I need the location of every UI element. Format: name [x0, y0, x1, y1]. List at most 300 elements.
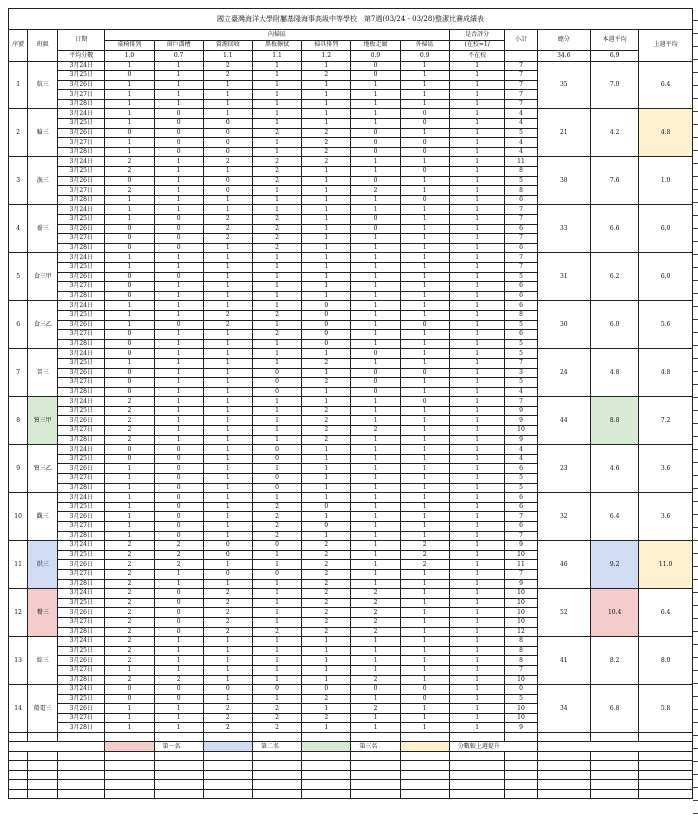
blank-cell [9, 761, 28, 770]
score-cell: 1 [203, 205, 252, 215]
score-cell: 1 [351, 195, 400, 205]
subtotal-cell: 9 [505, 541, 537, 551]
score-cell: 2 [302, 71, 351, 81]
subtotal-cell: 5 [505, 339, 537, 349]
class-week-avg: 6.4 [591, 493, 639, 541]
class-week-avg: 4.8 [591, 349, 639, 397]
blank-cell [252, 770, 301, 779]
blank-cell [639, 780, 693, 789]
blank-cell [252, 761, 301, 770]
class-week-avg: 4.2 [591, 109, 639, 157]
subtotal-cell: 7 [505, 262, 537, 272]
date-cell: 3月28日 [58, 579, 105, 589]
score-cell: 1 [203, 99, 252, 109]
score-cell: 0 [203, 186, 252, 196]
subtotal-cell: 7 [505, 205, 537, 215]
score-cell: 1 [302, 531, 351, 541]
score-cell: 1 [252, 608, 301, 618]
edge-line [693, 216, 698, 229]
edge-line [693, 658, 698, 671]
scoring-cell: 1 [449, 195, 505, 205]
scoring-cell: 1 [449, 215, 505, 225]
score-cell: 2 [302, 560, 351, 570]
score-cell: 2 [302, 617, 351, 627]
score-cell: 2 [105, 416, 154, 426]
score-cell: 1 [400, 608, 449, 618]
score-cell: 1 [252, 560, 301, 570]
class-total: 32 [537, 493, 591, 541]
date-cell: 3月27日 [58, 186, 105, 196]
score-cell: 0 [154, 627, 203, 637]
subtotal-cell: 10 [505, 617, 537, 627]
class-total: 44 [537, 397, 591, 445]
blank-cell [252, 752, 301, 761]
class-no: 13 [9, 637, 28, 685]
scoring-cell: 1 [449, 243, 505, 253]
subtotal-cell: 7 [505, 358, 537, 368]
score-cell: 1 [154, 310, 203, 320]
score-cell: 2 [154, 541, 203, 551]
subtotal-cell: 10 [505, 550, 537, 560]
table-row [9, 157, 693, 167]
score-cell: 2 [351, 627, 400, 637]
blank-cell [400, 789, 449, 798]
score-cell: 1 [154, 406, 203, 416]
score-cell: 1 [302, 195, 351, 205]
score-cell: 1 [203, 349, 252, 359]
score-cell: 1 [351, 157, 400, 167]
score-cell: 2 [203, 234, 252, 244]
score-cell: 1 [351, 445, 400, 455]
score-cell: 1 [302, 656, 351, 666]
edge-line [693, 164, 698, 177]
header-item: 桌椅排列 [105, 40, 154, 51]
class-last-avg: 4.8 [639, 109, 693, 157]
score-cell: 1 [105, 358, 154, 368]
score-cell: 1 [203, 397, 252, 407]
score-cell: 1 [252, 90, 301, 100]
class-last-avg: 6.4 [639, 61, 693, 109]
blank-cell [58, 780, 105, 789]
class-no: 1 [9, 61, 28, 109]
date-cell: 3月25日 [58, 310, 105, 320]
score-cell: 2 [105, 167, 154, 177]
score-cell: 0 [351, 224, 400, 234]
score-cell: 1 [154, 339, 203, 349]
score-cell: 1 [105, 99, 154, 109]
score-cell: 2 [252, 522, 301, 532]
score-cell: 1 [105, 301, 154, 311]
score-cell: 1 [302, 61, 351, 71]
class-last-avg: 4.8 [639, 349, 693, 397]
scoring-cell: 1 [449, 685, 505, 695]
score-cell: 1 [351, 522, 400, 532]
date-cell: 3月27日 [58, 665, 105, 675]
blank-cell [449, 789, 505, 798]
score-cell: 0 [351, 147, 400, 157]
blank-cell [537, 789, 591, 798]
score-cell: 1 [252, 301, 301, 311]
score-cell: 1 [302, 109, 351, 119]
scoring-cell: 1 [449, 349, 505, 359]
score-cell: 1 [252, 61, 301, 71]
class-total: 31 [537, 253, 591, 301]
score-cell: 2 [203, 723, 252, 733]
score-cell: 1 [252, 253, 301, 263]
score-cell: 1 [400, 262, 449, 272]
score-cell: 1 [400, 416, 449, 426]
class-name: 輪三 [28, 109, 58, 157]
score-cell: 2 [203, 713, 252, 723]
score-cell: 1 [400, 512, 449, 522]
scoring-cell: 1 [449, 522, 505, 532]
blank-cell [58, 752, 105, 761]
blank-cell [400, 770, 449, 779]
score-cell: 0 [154, 685, 203, 695]
date-cell: 3月26日 [58, 656, 105, 666]
edge-line [693, 671, 698, 684]
scoring-cell: 1 [449, 80, 505, 90]
blank-cell [351, 752, 400, 761]
score-cell: 2 [105, 569, 154, 579]
score-cell: 0 [252, 378, 301, 388]
class-week-avg: 6.8 [591, 685, 639, 733]
header-last-avg: 上週平均 [639, 30, 693, 62]
score-cell: 1 [105, 723, 154, 733]
date-cell: 3月27日 [58, 713, 105, 723]
score-cell: 2 [400, 560, 449, 570]
score-cell: 2 [252, 224, 301, 234]
class-week-avg: 8.8 [591, 397, 639, 445]
date-cell: 3月25日 [58, 406, 105, 416]
score-cell: 0 [351, 387, 400, 397]
class-week-avg: 4.6 [591, 445, 639, 493]
date-cell: 3月28日 [58, 435, 105, 445]
subtotal-cell: 12 [505, 627, 537, 637]
edge-line [693, 424, 698, 437]
score-cell: 1 [203, 272, 252, 282]
score-cell: 1 [203, 675, 252, 685]
class-name: 船電三 [28, 685, 58, 733]
score-cell: 1 [203, 665, 252, 675]
score-cell: 0 [351, 349, 400, 359]
edge-line [693, 294, 698, 307]
subtotal-cell: 6 [505, 522, 537, 532]
subtotal-cell: 7 [505, 512, 537, 522]
blank-row [9, 780, 693, 789]
score-cell: 1 [252, 147, 301, 157]
score-cell: 1 [302, 253, 351, 263]
blank-cell [400, 752, 449, 761]
blank-cell [351, 789, 400, 798]
score-cell: 1 [400, 253, 449, 263]
score-cell: 1 [400, 617, 449, 627]
date-cell: 3月27日 [58, 617, 105, 627]
score-cell: 2 [351, 617, 400, 627]
subtotal-cell: 0 [505, 685, 537, 695]
score-cell: 2 [252, 310, 301, 320]
score-cell: 2 [252, 167, 301, 177]
score-cell: 0 [252, 541, 301, 551]
score-cell: 0 [203, 569, 252, 579]
score-cell: 1 [400, 128, 449, 138]
subtotal-cell: 4 [505, 147, 537, 157]
date-cell: 3月24日 [58, 205, 105, 215]
score-cell: 1 [400, 234, 449, 244]
table-row [9, 253, 693, 263]
score-cell: 0 [203, 138, 252, 148]
date-cell: 3月25日 [58, 358, 105, 368]
subtotal-cell: 4 [505, 454, 537, 464]
subtotal-cell: 7 [505, 234, 537, 244]
score-cell: 1 [400, 464, 449, 474]
score-cell: 1 [302, 368, 351, 378]
scoring-cell: 1 [449, 262, 505, 272]
score-cell: 0 [302, 301, 351, 311]
edge-line [693, 385, 698, 398]
blank-cell [400, 733, 449, 742]
score-cell: 1 [154, 349, 203, 359]
scoring-cell: 1 [449, 253, 505, 263]
blank-cell [505, 789, 537, 798]
subtotal-cell: 7 [505, 99, 537, 109]
blank-cell [28, 752, 58, 761]
legend-label-second: 第二名 [252, 742, 301, 752]
score-cell: 1 [154, 637, 203, 647]
score-cell: 0 [154, 243, 203, 253]
score-cell: 0 [154, 445, 203, 455]
score-cell: 2 [203, 61, 252, 71]
score-cell: 2 [302, 598, 351, 608]
score-cell: 2 [203, 608, 252, 618]
score-cell: 0 [105, 445, 154, 455]
blank-cell [28, 780, 58, 789]
score-cell: 1 [400, 90, 449, 100]
blank-cell [28, 761, 58, 770]
header-scoring-line3: 不在校 [449, 51, 505, 62]
blank-cell [639, 752, 693, 761]
score-cell: 1 [400, 627, 449, 637]
date-cell: 3月25日 [58, 550, 105, 560]
score-cell: 1 [203, 522, 252, 532]
class-name: 晉三 [28, 349, 58, 397]
score-cell: 2 [105, 627, 154, 637]
score-cell: 2 [105, 579, 154, 589]
subtotal-cell: 8 [505, 646, 537, 656]
scoring-cell: 1 [449, 665, 505, 675]
blank-cell [105, 733, 154, 742]
edge-line [693, 736, 698, 749]
score-cell: 0 [154, 531, 203, 541]
score-cell: 1 [203, 330, 252, 340]
score-cell: 2 [351, 608, 400, 618]
edge-line [693, 307, 698, 320]
score-cell: 0 [351, 176, 400, 186]
class-last-avg: 5.8 [639, 685, 693, 733]
score-cell: 1 [252, 262, 301, 272]
subtotal-cell: 4 [505, 119, 537, 129]
score-cell: 2 [351, 426, 400, 436]
score-cell: 1 [400, 656, 449, 666]
score-cell: 1 [400, 339, 449, 349]
date-cell: 3月28日 [58, 291, 105, 301]
score-cell: 2 [351, 598, 400, 608]
score-cell: 0 [154, 522, 203, 532]
score-cell: 2 [252, 215, 301, 225]
score-cell: 2 [105, 589, 154, 599]
header-scoring-line2: (在校=1/ [449, 40, 505, 51]
header-week-avg: 本週平均 [591, 30, 639, 51]
score-cell: 0 [154, 512, 203, 522]
edge-line [693, 372, 698, 385]
score-cell: 2 [203, 598, 252, 608]
date-cell: 3月28日 [58, 723, 105, 733]
score-cell: 2 [203, 224, 252, 234]
score-cell: 2 [302, 589, 351, 599]
header-no: 序號 [9, 30, 28, 62]
class-name: 貿三乙 [28, 445, 58, 493]
edge-line [693, 554, 698, 567]
date-cell: 3月27日 [58, 330, 105, 340]
scoring-cell: 1 [449, 713, 505, 723]
score-cell: 1 [252, 464, 301, 474]
score-cell: 1 [302, 291, 351, 301]
subtotal-cell: 7 [505, 531, 537, 541]
blank-cell [28, 770, 58, 779]
score-cell: 1 [351, 330, 400, 340]
score-cell: 1 [203, 80, 252, 90]
scoring-cell: 1 [449, 541, 505, 551]
blank-cell [154, 761, 203, 770]
score-cell: 0 [154, 128, 203, 138]
scoring-cell: 1 [449, 224, 505, 234]
score-cell: 1 [252, 646, 301, 656]
class-last-avg: 8.0 [639, 637, 693, 685]
score-cell: 1 [400, 99, 449, 109]
score-cell: 2 [154, 550, 203, 560]
class-total: 52 [537, 589, 591, 637]
edge-line [693, 73, 698, 86]
score-cell: 1 [105, 147, 154, 157]
scoring-cell: 1 [449, 320, 505, 330]
header-item: 黑板擦拭 [252, 40, 301, 51]
score-cell: 2 [105, 426, 154, 436]
score-cell: 1 [105, 474, 154, 484]
score-cell: 1 [351, 713, 400, 723]
score-cell: 1 [154, 176, 203, 186]
edge-line [693, 619, 698, 632]
class-total: 23 [537, 445, 591, 493]
score-cell: 1 [400, 243, 449, 253]
scoring-cell: 1 [449, 272, 505, 282]
scoring-cell: 1 [449, 368, 505, 378]
subtotal-cell: 6 [505, 282, 537, 292]
blank-cell [203, 770, 252, 779]
weight-value: 1.1 [203, 51, 252, 62]
scoring-cell: 1 [449, 205, 505, 215]
edge-line [693, 697, 698, 710]
date-cell: 3月24日 [58, 61, 105, 71]
weight-value: 1.2 [302, 51, 351, 62]
blank-cell [302, 789, 351, 798]
score-cell: 1 [400, 71, 449, 81]
edge-line [693, 138, 698, 151]
edge-line [693, 86, 698, 99]
date-cell: 3月26日 [58, 224, 105, 234]
score-cell: 0 [154, 224, 203, 234]
score-cell: 1 [203, 656, 252, 666]
scoring-cell: 1 [449, 61, 505, 71]
scoring-cell: 1 [449, 71, 505, 81]
score-cell: 1 [105, 262, 154, 272]
scoring-cell: 1 [449, 426, 505, 436]
score-cell: 1 [351, 435, 400, 445]
blank-cell [639, 770, 693, 779]
score-cell: 0 [154, 454, 203, 464]
score-cell: 1 [203, 493, 252, 503]
score-cell: 1 [105, 61, 154, 71]
scoring-cell: 1 [449, 483, 505, 493]
score-cell: 1 [203, 502, 252, 512]
score-cell: 2 [351, 186, 400, 196]
score-cell: 1 [302, 90, 351, 100]
score-cell: 0 [351, 215, 400, 225]
date-cell: 3月25日 [58, 646, 105, 656]
blank-cell [449, 733, 505, 742]
score-cell: 1 [400, 579, 449, 589]
blank-cell [537, 761, 591, 770]
score-cell: 1 [302, 723, 351, 733]
subtotal-cell: 5 [505, 320, 537, 330]
score-cell: 1 [400, 80, 449, 90]
blank-cell [591, 761, 639, 770]
subtotal-cell: 5 [505, 474, 537, 484]
date-cell: 3月25日 [58, 119, 105, 129]
subtotal-cell: 4 [505, 387, 537, 397]
score-cell: 1 [400, 378, 449, 388]
scoring-cell: 1 [449, 512, 505, 522]
subtotal-cell: 6 [505, 224, 537, 234]
score-cell: 2 [302, 358, 351, 368]
score-cell: 1 [351, 358, 400, 368]
score-cell: 1 [351, 454, 400, 464]
date-cell: 3月26日 [58, 272, 105, 282]
score-cell: 2 [105, 608, 154, 618]
score-cell: 0 [302, 320, 351, 330]
scoring-cell: 1 [449, 291, 505, 301]
score-cell: 1 [400, 646, 449, 656]
edge-line [693, 229, 698, 242]
score-cell: 0 [105, 291, 154, 301]
weight-value: 0.9 [400, 51, 449, 62]
scoring-cell: 1 [449, 617, 505, 627]
blank-cell [505, 752, 537, 761]
subtotal-cell: 4 [505, 109, 537, 119]
subtotal-cell: 10 [505, 598, 537, 608]
edge-line [693, 762, 698, 775]
blank-cell [203, 752, 252, 761]
score-cell: 2 [351, 675, 400, 685]
subtotal-cell: 5 [505, 694, 537, 704]
score-cell: 1 [400, 675, 449, 685]
blank-cell [351, 733, 400, 742]
blank-cell [203, 761, 252, 770]
score-cell: 0 [154, 138, 203, 148]
subtotal-cell: 6 [505, 464, 537, 474]
score-cell: 2 [302, 608, 351, 618]
score-cell: 1 [203, 435, 252, 445]
score-cell: 1 [252, 598, 301, 608]
